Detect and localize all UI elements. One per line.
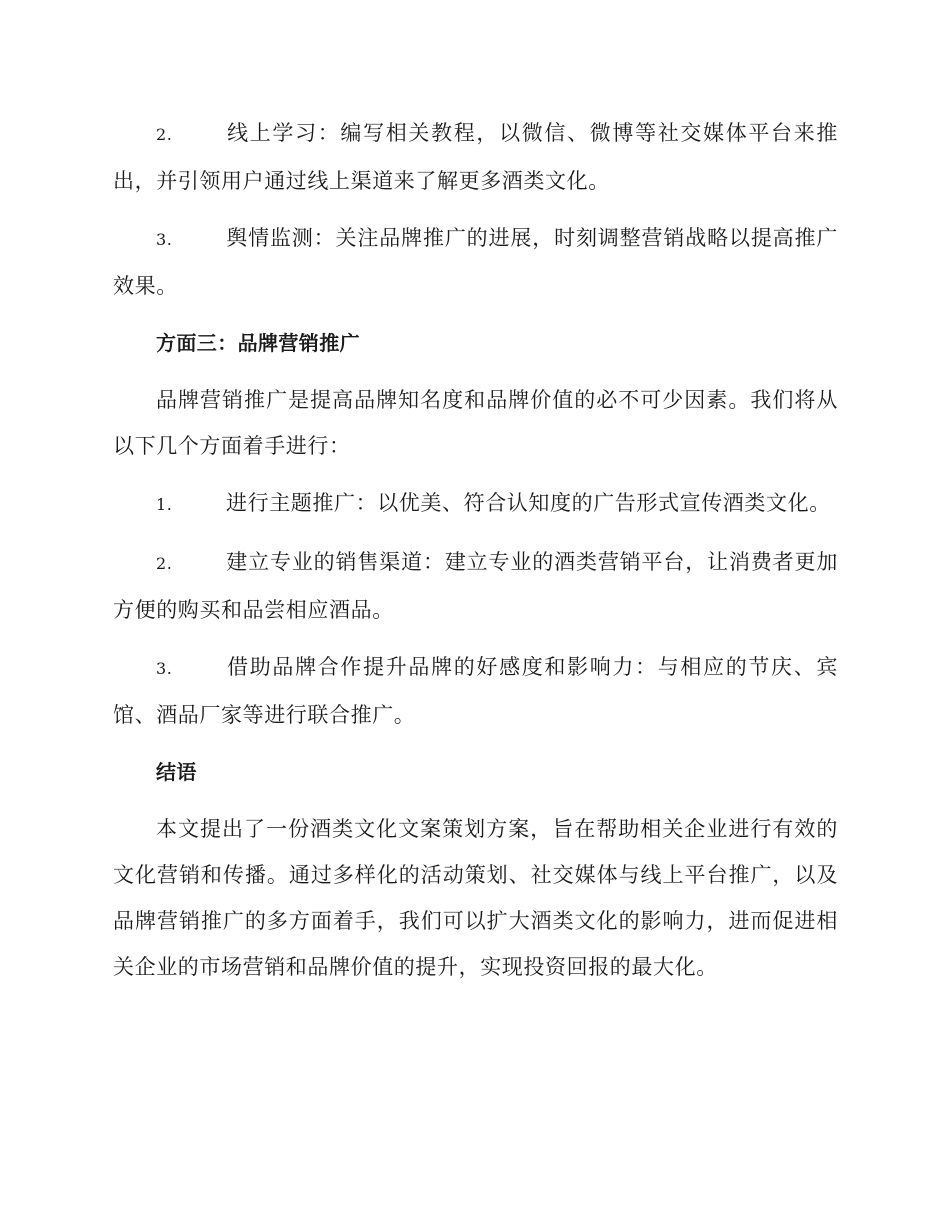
list-item-sentiment-monitoring — [113, 215, 838, 309]
list-number: 2. — [156, 554, 173, 573]
list-item-text: 借助品牌合作提升品牌的好感度和影响力：与相应的节庆、宾馆、酒品厂家等进行联合推广。 — [113, 655, 838, 727]
list-number: 3. — [156, 230, 173, 249]
section-heading-brand-marketing: 方面三：品牌营销推广 — [156, 331, 360, 355]
section-heading-conclusion: 结语 — [156, 760, 197, 784]
list-number: 2. — [156, 125, 173, 144]
list-item-text: 建立专业的销售渠道：建立专业的酒类营销平台，让消费者更加方便的购买和品尝相应酒品。 — [113, 550, 838, 622]
list-item-online-learning — [113, 110, 838, 204]
list-number: 3. — [156, 659, 173, 678]
list-item-text: 舆情监测：关注品牌推广的进展，时刻调整营销战略以提高推广效果。 — [113, 226, 838, 298]
list-item-brand-cooperation — [113, 644, 838, 738]
list-item-sales-channel — [113, 539, 838, 633]
list-item-text: 进行主题推广：以优美、符合认知度的广告形式宣传酒类文化。 — [226, 491, 831, 515]
paragraph-brand-marketing-intro: 品牌营销推广是提高品牌知名度和品牌价值的必不可少因素。我们将从以下几个方面着手进行： — [113, 388, 838, 458]
paragraph-conclusion: 本文提出了一份酒类文化文案策划方案，旨在帮助相关企业进行有效的文化营销和传播。通过多样化的活动策划、社交媒体与线上平台推广，以及品牌营销推广的多方面着手，我们可以扩大酒类文化的影响力，进而促进相关企业的市场营销和品牌价值的提升，实现投资回报的最大化。 — [113, 817, 838, 979]
list-number: 1. — [156, 495, 173, 514]
list-item-theme-promotion — [113, 480, 838, 528]
document-body — [113, 110, 838, 1001]
list-item-text: 线上学习：编写相关教程，以微信、微博等社交媒体平台来推出，并引领用户通过线上渠道来了解更多酒类文化。 — [113, 121, 838, 193]
